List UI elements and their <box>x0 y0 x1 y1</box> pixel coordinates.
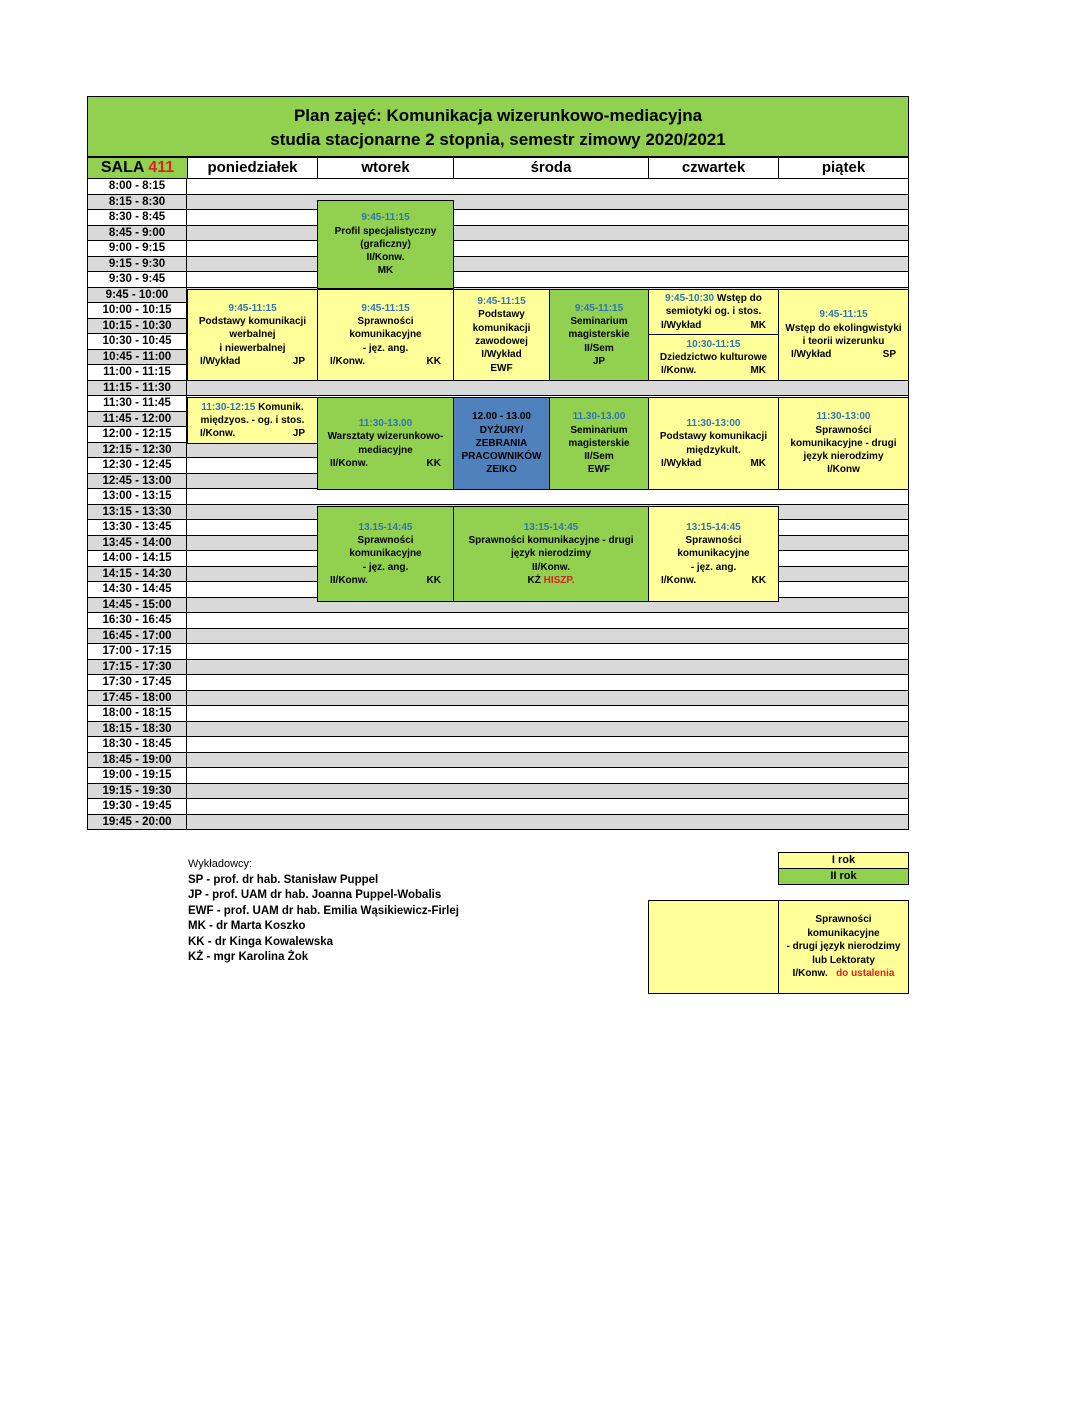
schedule-cell <box>453 706 649 721</box>
schedule-cell <box>648 613 779 628</box>
time-row <box>87 660 909 676</box>
schedule-cell <box>453 226 649 241</box>
time-slot-label: 19:30 - 19:45 <box>87 799 187 814</box>
schedule-cell <box>648 241 779 256</box>
time-slot-label: 16:45 - 17:00 <box>87 629 187 644</box>
time-slot-label: 17:15 - 17:30 <box>87 660 187 675</box>
schedule-cell <box>648 629 779 644</box>
time-row <box>87 613 909 629</box>
lecturer-item: KK - dr Kinga Kowalewska <box>188 935 334 948</box>
time-slot-label: 19:00 - 19:15 <box>87 768 187 783</box>
schedule-cell <box>648 660 779 675</box>
class-block-sprawnosci-hiszpanski: 13:15-14:45 Sprawności komunikacyjne - drugi język nierodzimy II/Konw. KŻ HISZP. <box>453 506 649 602</box>
schedule-cell <box>317 815 454 830</box>
schedule-cell <box>648 691 779 706</box>
schedule-cell <box>187 179 318 194</box>
schedule-cell <box>317 722 454 737</box>
schedule-cell <box>648 644 779 659</box>
schedule-cell <box>778 272 909 287</box>
schedule-cell <box>453 799 649 814</box>
time-row <box>87 815 909 831</box>
schedule-cell <box>187 567 318 582</box>
schedule-cell <box>778 257 909 272</box>
schedule-cell <box>187 489 318 504</box>
schedule-cell <box>317 784 454 799</box>
schedule-cell <box>187 598 318 613</box>
time-row <box>87 381 909 397</box>
schedule-cell <box>648 210 779 225</box>
schedule-cell <box>648 722 779 737</box>
schedule-cell <box>778 179 909 194</box>
time-slot-label: 13:45 - 14:00 <box>87 536 187 551</box>
time-row <box>87 195 909 211</box>
time-slot-label: 18:30 - 18:45 <box>87 737 187 752</box>
time-row <box>87 489 909 505</box>
time-row <box>87 241 909 257</box>
schedule-cell <box>648 489 779 504</box>
schedule-cell <box>648 257 779 272</box>
schedule-cell <box>187 629 318 644</box>
schedule-cell <box>187 443 318 458</box>
schedule-cell <box>778 536 909 551</box>
day-header-wednesday: środa <box>453 157 649 179</box>
schedule-cell <box>453 613 649 628</box>
schedule-cell <box>778 629 909 644</box>
schedule-cell <box>778 567 909 582</box>
schedule-cell <box>317 179 454 194</box>
time-slot-label: 11:45 - 12:00 <box>87 412 187 427</box>
time-slot-label: 9:15 - 9:30 <box>87 257 187 272</box>
time-slot-label: 18:45 - 19:00 <box>87 753 187 768</box>
schedule-cell <box>317 629 454 644</box>
time-row <box>87 737 909 753</box>
schedule-cell <box>453 660 649 675</box>
class-block-sprawnosci-komunikacyjne-ang: 9:45-11:15 Sprawności komunikacyjne - jęz. ang. I/Konw. KK <box>317 289 454 381</box>
class-block-seminarium-magisterskie-jp: 9:45-11:15 Seminarium magisterskie II/Sem JP <box>549 289 649 381</box>
schedule-cell <box>187 737 318 752</box>
time-slot-label: 10:45 - 11:00 <box>87 350 187 365</box>
time-slot-label: 8:45 - 9:00 <box>87 226 187 241</box>
schedule-cell <box>453 241 649 256</box>
schedule-cell <box>187 520 318 535</box>
time-row <box>87 644 909 660</box>
time-slot-label: 9:00 - 9:15 <box>87 241 187 256</box>
schedule-cell <box>778 226 909 241</box>
schedule-cell <box>187 241 318 256</box>
schedule-cell <box>648 768 779 783</box>
title-line-2: studia stacjonarne 2 stopnia, semestr zimowy 2020/2021 <box>270 130 726 149</box>
time-slot-label: 12:15 - 12:30 <box>87 443 187 458</box>
schedule-cell <box>187 226 318 241</box>
schedule-cell <box>778 582 909 597</box>
class-block-sprawnosci-komunikacyjne-ang-ii: 13.15-14:45 Sprawności komunikacyjne - jęz. ang. II/Konw. KK <box>317 506 454 602</box>
class-block-dziedzictwo-kulturowe: 10:30-11:15 Dziedzictwo kulturowe I/Konw. MK <box>648 334 779 381</box>
schedule-cell <box>187 551 318 566</box>
schedule-cell <box>778 195 909 210</box>
schedule-cell <box>648 815 779 830</box>
lecturer-item: MK - dr Marta Koszko <box>188 920 306 932</box>
schedule-cell <box>648 753 779 768</box>
schedule-cell <box>317 489 454 504</box>
schedule-cell <box>778 210 909 225</box>
schedule-cell <box>778 613 909 628</box>
time-slot-label: 13:30 - 13:45 <box>87 520 187 535</box>
time-slot-label: 17:45 - 18:00 <box>87 691 187 706</box>
time-slot-label: 13:15 - 13:30 <box>87 505 187 520</box>
class-block-dyzury-zebrania: 12.00 - 13.00 DYŻURY/ ZEBRANIA PRACOWNIKÓW ZEIKO <box>453 397 550 490</box>
schedule-cell <box>187 257 318 272</box>
class-block-warsztaty-wizerunkowo-mediacyjne: 11:30-13.00 Warsztaty wizerunkowo- mediacyjne II/Konw. KK <box>317 397 454 490</box>
class-block-wstep-do-ekolingwistyki: 9:45-11:15 Wstęp do ekolingwistyki i teorii wizerunku I/Wykład SP <box>778 289 909 381</box>
schedule-cell <box>317 737 454 752</box>
schedule-cell <box>187 195 318 210</box>
schedule-cell <box>778 241 909 256</box>
time-slot-label: 19:45 - 20:00 <box>87 815 187 830</box>
time-slot-label: 17:30 - 17:45 <box>87 675 187 690</box>
time-row <box>87 784 909 800</box>
schedule-cell <box>648 737 779 752</box>
schedule-cell <box>648 675 779 690</box>
schedule-cell <box>453 381 649 396</box>
title-line-1: Plan zajęć: Komunikacja wizerunkowo-mediacyjna <box>293 106 703 125</box>
schedule-cell <box>453 722 649 737</box>
schedule-cell <box>453 179 649 194</box>
class-block-profil-specjalistyczny: 9:45-11:15 Profil specjalistyczny (graficzny) II/Konw. MK <box>317 200 454 289</box>
lecturer-item: SP - prof. dr hab. Stanisław Puppel <box>188 873 379 886</box>
time-row <box>87 675 909 691</box>
class-block-podstawy-komunikacji-miedzykulturowej: 11:30-13:00 Podstawy komunikacji międzykult. I/Wykład MK <box>648 397 779 490</box>
time-slot-label: 10:15 - 10:30 <box>87 319 187 334</box>
time-row <box>87 722 909 738</box>
schedule-cell <box>317 381 454 396</box>
schedule-cell <box>778 505 909 520</box>
time-slot-label: 18:15 - 18:30 <box>87 722 187 737</box>
schedule-cell <box>648 706 779 721</box>
schedule-cell <box>187 582 318 597</box>
schedule-cell <box>187 660 318 675</box>
time-row <box>87 706 909 722</box>
time-row <box>87 226 909 242</box>
class-block-wstep-do-semiotyki: 9:45-10:30 Wstęp do semiotyki og. i stos. I/Wykład MK <box>648 289 779 335</box>
schedule-cell <box>778 381 909 396</box>
class-block-sprawnosci-komunikacyjne-ang-i: 13:15-14:45 Sprawności komunikacyjne - jęz. ang. I/Konw. KK <box>648 506 779 602</box>
time-row <box>87 768 909 784</box>
time-row <box>87 272 909 288</box>
time-slot-label: 12:30 - 12:45 <box>87 458 187 473</box>
schedule-cell <box>778 660 909 675</box>
schedule-cell <box>453 489 649 504</box>
schedule-cell <box>778 691 909 706</box>
schedule-cell <box>187 536 318 551</box>
day-header-tuesday: wtorek <box>317 157 454 179</box>
class-block-podstawy-komunikacji-zawodowej: 9:45-11:15 Podstawy komunikacji zawodowej I/Wykład EWF <box>453 289 550 381</box>
schedule-cell <box>648 195 779 210</box>
time-slot-label: 8:30 - 8:45 <box>87 210 187 225</box>
schedule-cell <box>648 799 779 814</box>
class-block-komunikacja-miedzyosobowa: 11:30-12:15 Komunik. międzyos. - og. i stos. I/Konw. JP <box>187 397 318 444</box>
class-block-podstawy-komunikacji-werbalnej: 9:45-11:15 Podstawy komunikacji werbalnej i niewerbalnej I/Wykład JP <box>187 289 318 381</box>
schedule-cell <box>453 737 649 752</box>
schedule-cell <box>317 799 454 814</box>
schedule-cell <box>317 768 454 783</box>
schedule-cell <box>778 799 909 814</box>
schedule-cell <box>317 691 454 706</box>
schedule-cell <box>317 753 454 768</box>
schedule-cell <box>453 644 649 659</box>
room-label: SALA 411 <box>87 157 188 179</box>
time-row <box>87 799 909 815</box>
schedule-cell <box>187 675 318 690</box>
lecturer-item: EWF - prof. UAM dr hab. Emilia Wąsikiewicz-Firlej <box>188 904 459 917</box>
time-row <box>87 753 909 769</box>
time-slot-label: 16:30 - 16:45 <box>87 613 187 628</box>
time-row <box>87 210 909 226</box>
legend-year-1: I rok <box>778 852 909 869</box>
schedule-cell <box>453 675 649 690</box>
time-slot-label: 11:15 - 11:30 <box>87 381 187 396</box>
schedule-cell <box>187 753 318 768</box>
schedule-cell <box>778 644 909 659</box>
schedule-cell <box>648 179 779 194</box>
lecturer-item: KŻ - mgr Karolina Żok <box>188 951 309 963</box>
schedule-cell <box>187 272 318 287</box>
schedule-cell <box>187 474 318 489</box>
day-header-monday: poniedziałek <box>187 157 318 179</box>
schedule-cell <box>778 722 909 737</box>
schedule-cell <box>778 520 909 535</box>
lecturers-heading: Wykładowcy: <box>188 858 253 870</box>
schedule-cell <box>648 226 779 241</box>
day-header-thursday: czwartek <box>648 157 779 179</box>
legend-note: Sprawności komunikacyjne - drugi język nierodzimy lub Lektoraty I/Konw. do ustalenia <box>778 900 909 994</box>
schedule-cell <box>778 768 909 783</box>
schedule-cell <box>317 660 454 675</box>
legend-year-2: II rok <box>778 868 909 885</box>
time-slot-label: 13:00 - 13:15 <box>87 489 187 504</box>
schedule-cell <box>778 489 909 504</box>
time-slot-label: 8:15 - 8:30 <box>87 195 187 210</box>
schedule-cell <box>453 629 649 644</box>
schedule-cell <box>453 257 649 272</box>
time-slot-label: 14:30 - 14:45 <box>87 582 187 597</box>
schedule-cell <box>317 675 454 690</box>
lecturers-list <box>188 857 459 966</box>
schedule-cell <box>187 458 318 473</box>
schedule-cell <box>648 381 779 396</box>
schedule-cell <box>778 675 909 690</box>
time-slot-label: 14:00 - 14:15 <box>87 551 187 566</box>
schedule-cell <box>778 551 909 566</box>
time-slot-label: 9:30 - 9:45 <box>87 272 187 287</box>
schedule-cell <box>778 784 909 799</box>
schedule-cell <box>317 644 454 659</box>
legend-note-swatch <box>648 900 779 994</box>
schedule-cell <box>453 784 649 799</box>
schedule-cell <box>187 722 318 737</box>
time-row <box>87 691 909 707</box>
schedule-cell <box>453 195 649 210</box>
schedule-cell <box>187 505 318 520</box>
schedule-cell <box>187 613 318 628</box>
schedule-cell <box>187 799 318 814</box>
day-header-friday: piątek <box>778 157 909 179</box>
time-slot-label: 8:00 - 8:15 <box>87 179 187 194</box>
schedule-title <box>87 96 909 157</box>
schedule-cell <box>187 691 318 706</box>
schedule-cell <box>317 706 454 721</box>
time-slot-label: 19:15 - 19:30 <box>87 784 187 799</box>
time-slot-label: 12:45 - 13:00 <box>87 474 187 489</box>
schedule-cell <box>187 210 318 225</box>
schedule-cell <box>187 815 318 830</box>
time-slot-label: 10:30 - 10:45 <box>87 334 187 349</box>
time-slot-label: 10:00 - 10:15 <box>87 303 187 318</box>
schedule-cell <box>453 691 649 706</box>
time-slot-label: 9:45 - 10:00 <box>87 288 187 303</box>
time-slot-label: 11:00 - 11:15 <box>87 365 187 380</box>
schedule-cell <box>187 784 318 799</box>
time-slot-label: 14:45 - 15:00 <box>87 598 187 613</box>
schedule-cell <box>778 815 909 830</box>
class-block-sprawnosci-drugi-jezyk: 11:30-13:00 Sprawności komunikacyjne - drugi język nierodzimy I/Konw <box>778 397 909 490</box>
schedule-cell <box>317 613 454 628</box>
schedule-cell <box>187 381 318 396</box>
time-slot-label: 17:00 - 17:15 <box>87 644 187 659</box>
schedule-cell <box>648 784 779 799</box>
lecturer-item: JP - prof. UAM dr hab. Joanna Puppel-Wobalis <box>188 889 442 901</box>
time-slot-label: 11:30 - 11:45 <box>87 396 187 411</box>
schedule-cell <box>778 753 909 768</box>
time-row <box>87 629 909 645</box>
schedule-cell <box>453 768 649 783</box>
schedule-cell <box>453 753 649 768</box>
schedule-cell <box>187 706 318 721</box>
schedule-cell <box>453 815 649 830</box>
time-row <box>87 257 909 273</box>
time-slot-label: 14:15 - 14:30 <box>87 567 187 582</box>
room-number: 411 <box>148 159 175 176</box>
time-slot-label: 12:00 - 12:15 <box>87 427 187 442</box>
schedule-cell <box>778 706 909 721</box>
time-row <box>87 179 909 195</box>
schedule-cell <box>778 737 909 752</box>
schedule-cell <box>453 272 649 287</box>
schedule-cell <box>453 210 649 225</box>
time-slot-label: 18:00 - 18:15 <box>87 706 187 721</box>
class-block-seminarium-magisterskie-ewf: 11.30-13.00 Seminarium magisterskie II/Sem EWF <box>549 397 649 490</box>
schedule-cell <box>187 768 318 783</box>
schedule-cell <box>648 272 779 287</box>
schedule-cell <box>778 598 909 613</box>
schedule-cell <box>187 644 318 659</box>
